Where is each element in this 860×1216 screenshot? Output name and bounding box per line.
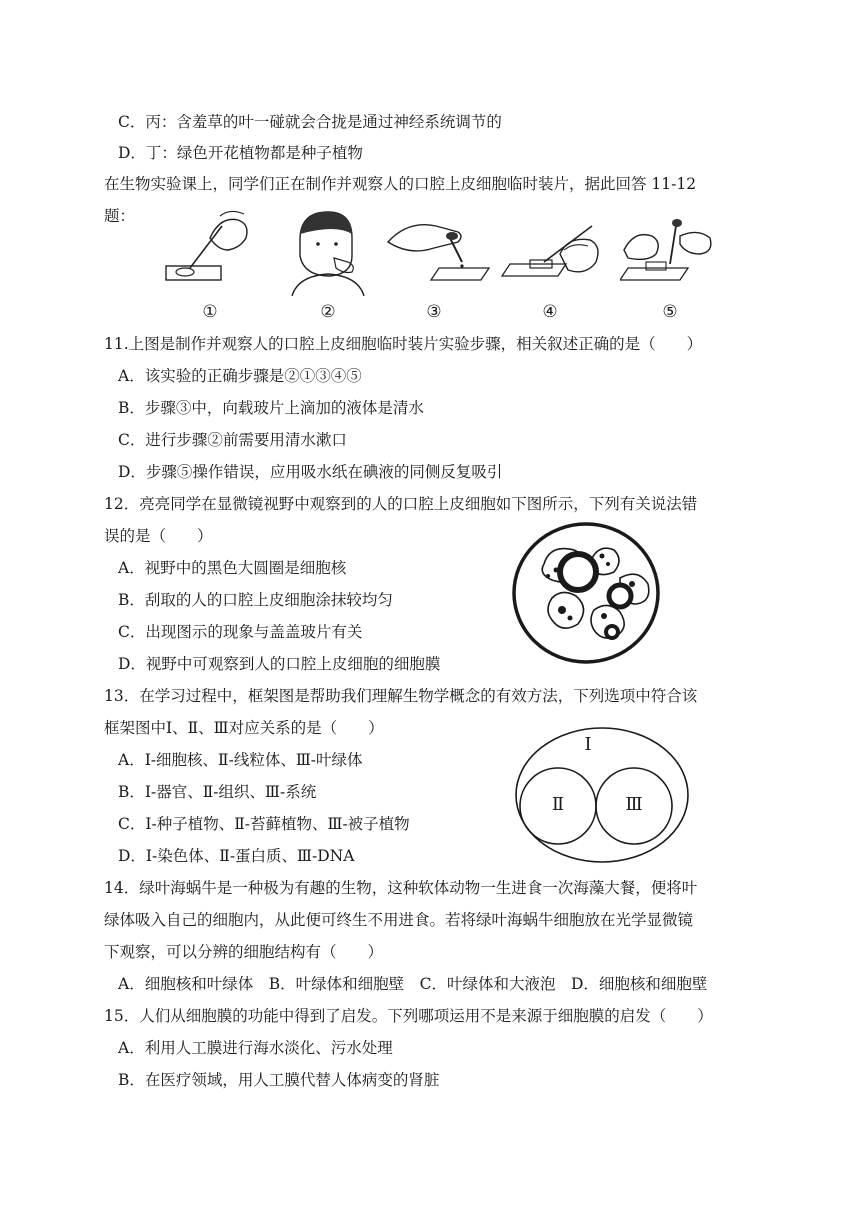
experiment-steps-figure <box>160 206 720 326</box>
step-1 <box>160 206 260 326</box>
question-13-option-b: B．Ⅰ-器官、Ⅱ-组织、Ⅲ-系统 <box>118 783 317 801</box>
intro-text-cont: 题： <box>104 207 136 225</box>
step-label: ⑤ <box>662 302 678 322</box>
question-11-option-b: B．步骤③中，向载玻片上滴加的液体是清水 <box>118 399 424 417</box>
question-12-option-a: A．视野中的黑色大圆圈是细胞核 <box>118 559 347 577</box>
option-d-prev: D．丁：绿色开花植物都是种子植物 <box>118 144 363 162</box>
question-11-option-d: D．步骤⑤操作错误，应用吸水纸在碘液的同侧反复吸引 <box>118 463 503 481</box>
step-label: ④ <box>542 302 558 322</box>
question-14-stem-cont2: 下观察，可以分辨的细胞结构有（ ） <box>104 943 384 961</box>
question-15-stem: 15．人们从细胞膜的功能中得到了启发。下列哪项运用不是来源于细胞膜的启发（ ） <box>104 1007 713 1025</box>
question-11-option-c: C．进行步骤②前需要用清水漱口 <box>118 431 347 449</box>
question-14-stem: 14．绿叶海蜗牛是一种极为有趣的生物，这种软体动物一生进食一次海藻大餐，便将叶 <box>104 879 698 897</box>
diagram-label-right: Ⅲ <box>625 794 643 815</box>
step-3 <box>384 206 484 326</box>
question-13-option-c: C．Ⅰ-种子植物、Ⅱ-苔藓植物、Ⅲ-被子植物 <box>118 815 410 833</box>
step-label: ② <box>320 302 336 322</box>
question-14-stem-cont: 绿体吸入自己的细胞内，从此便可终生不用进食。若将绿叶海蜗牛细胞放在光学显微镜 <box>104 911 694 929</box>
question-13-stem-cont: 框架图中Ⅰ、Ⅱ、Ⅲ对应关系的是（ ） <box>104 719 384 737</box>
concept-diagram <box>514 726 690 864</box>
question-12-option-c: C．出现图示的现象与盖盖玻片有关 <box>118 623 363 641</box>
diagram-label-outer: Ⅰ <box>584 734 592 755</box>
step-4 <box>500 206 600 326</box>
question-14-options: A．细胞核和叶绿体 B．叶绿体和细胞壁 C．叶绿体和大液泡 D．细胞核和细胞壁 <box>118 975 708 993</box>
question-15-option-a: A．利用人工膜进行海水淡化、污水处理 <box>118 1039 393 1057</box>
question-13-option-a: A．Ⅰ-细胞核、Ⅱ-线粒体、Ⅲ-叶绿体 <box>118 751 363 769</box>
question-11-option-a: A．该实验的正确步骤是②①③④⑤ <box>118 367 362 385</box>
microscope-field-figure <box>508 518 668 670</box>
intro-text: 在生物实验课上，同学们正在制作并观察人的口腔上皮细胞临时装片，据此回答 11-12 <box>104 175 697 193</box>
question-12-stem-cont: 误的是（ ） <box>104 527 213 545</box>
diagram-label-left: Ⅱ <box>551 794 565 815</box>
question-13-option-d: D．Ⅰ-染色体、Ⅱ-蛋白质、Ⅲ-DNA <box>118 847 355 865</box>
step-2 <box>278 206 378 326</box>
step-label: ① <box>202 302 218 322</box>
question-15-option-b: B．在医疗领域，用人工膜代替人体病变的肾脏 <box>118 1071 440 1089</box>
question-12-option-d: D．视野中可观察到人的口腔上皮细胞的细胞膜 <box>118 655 441 673</box>
question-12-option-b: B．刮取的人的口腔上皮细胞涂抹较均匀 <box>118 591 393 609</box>
option-c-prev: C．丙：含羞草的叶一碰就会合拢是通过神经系统调节的 <box>118 113 502 131</box>
question-11-stem: 11.上图是制作并观察人的口腔上皮细胞临时装片实验步骤，相关叙述正确的是（ ） <box>104 335 703 353</box>
question-12-stem: 12．亮亮同学在显微镜视野中观察到的人的口腔上皮细胞如下图所示，下列有关说法错 <box>104 495 698 513</box>
step-5 <box>620 206 720 326</box>
question-13-stem: 13．在学习过程中，框架图是帮助我们理解生物学概念的有效方法，下列选项中符合该 <box>104 687 698 705</box>
step-label: ③ <box>426 302 442 322</box>
